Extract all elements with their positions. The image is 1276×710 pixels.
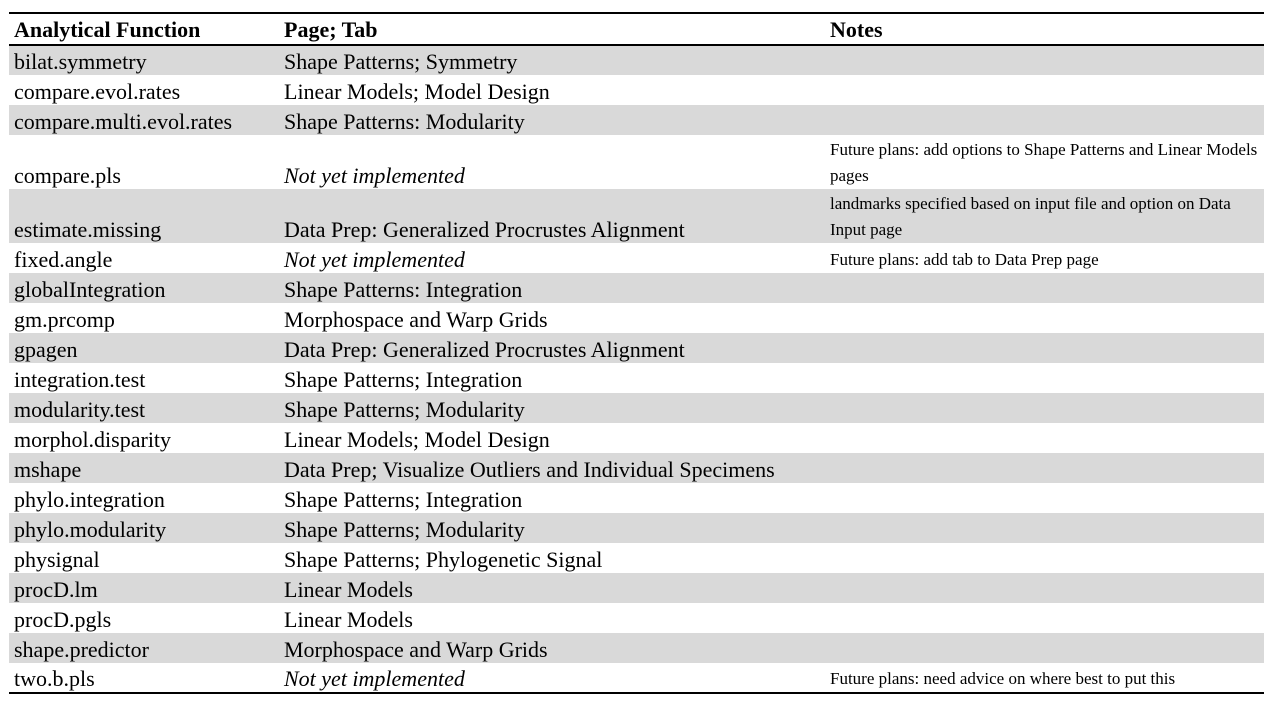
table-row [9,273,1264,303]
notes-cell [825,393,1264,423]
function-cell: estimate.missing [9,189,279,243]
header-analytical-function: Analytical Function [9,13,279,45]
function-table [9,12,1264,694]
notes-cell [825,45,1264,75]
page-tab-cell: Shape Patterns; Modularity [279,513,825,543]
table-row [9,393,1264,423]
function-cell: shape.predictor [9,633,279,663]
page-tab-cell: Data Prep: Generalized Procrustes Alignment [279,333,825,363]
notes-cell [825,483,1264,513]
header-row [9,13,1264,45]
notes-cell [825,453,1264,483]
table-row [9,105,1264,135]
page-tab-cell: Shape Patterns: Integration [279,273,825,303]
table-row [9,135,1264,189]
page-tab-cell: Not yet implemented [279,663,825,693]
notes-cell [825,363,1264,393]
notes-cell [825,423,1264,453]
page-tab-cell: Data Prep: Generalized Procrustes Alignment [279,189,825,243]
function-cell: procD.lm [9,573,279,603]
page-tab-cell: Linear Models; Model Design [284,79,550,104]
table-row [9,513,1264,543]
page-tab-cell: Shape Patterns: Modularity [279,105,825,135]
function-cell: fixed.angle [14,247,113,272]
page-tab-cell: Data Prep; Visualize Outliers and Individual Specimens [279,453,825,483]
page-tab-cell: Morphospace and Warp Grids [279,633,825,663]
header-page-tab: Page; Tab [279,13,825,45]
function-cell: globalIntegration [9,273,279,303]
function-cell: gpagen [9,333,279,363]
table-row [9,189,1264,243]
notes-cell [825,105,1264,135]
page-tab-cell: Morphospace and Warp Grids [284,307,548,332]
table-row [9,333,1264,363]
table-row [9,363,1264,393]
function-cell: integration.test [14,367,146,392]
page-tab-cell: Linear Models [279,573,825,603]
table-row [9,75,1264,105]
table-row [9,483,1264,513]
function-cell: procD.pgls [14,607,112,632]
notes-cell [825,543,1264,573]
page-tab-cell: Shape Patterns; Modularity [279,393,825,423]
notes-cell [825,603,1264,633]
table-row [9,243,1264,273]
page-tab-cell: Linear Models; Model Design [284,427,550,452]
table-row [9,453,1264,483]
table-row [9,45,1264,75]
page-tab-cell: Not yet implemented [284,163,465,188]
function-cell: phylo.modularity [9,513,279,543]
page-tab-cell: Shape Patterns; Integration [284,367,523,392]
table-row [9,423,1264,453]
page-tab-cell: Shape Patterns; Phylogenetic Signal [284,547,603,572]
notes-cell [825,513,1264,543]
page-tab-cell: Shape Patterns; Integration [284,487,523,512]
notes-cell: landmarks specified based on input file and option on Data Input page [825,189,1264,243]
function-cell: physignal [14,547,100,572]
page-tab-cell: Linear Models [284,607,413,632]
table-row [9,303,1264,333]
notes-cell: Future plans: add options to Shape Patterns and Linear Models pages [830,140,1258,185]
function-cell: compare.pls [14,163,121,188]
notes-cell [825,333,1264,363]
function-cell: gm.prcomp [14,307,115,332]
function-cell: compare.multi.evol.rates [9,105,279,135]
function-cell: bilat.symmetry [9,45,279,75]
notes-cell [825,303,1264,333]
function-cell: mshape [9,453,279,483]
notes-cell [825,75,1264,105]
notes-cell: Future plans: need advice on where best to put this [825,663,1264,693]
table-row [9,633,1264,663]
header-notes: Notes [825,13,1264,45]
page-tab-cell: Shape Patterns; Symmetry [279,45,825,75]
function-cell: compare.evol.rates [14,79,181,104]
page-tab-cell: Not yet implemented [284,247,465,272]
function-cell: phylo.integration [14,487,165,512]
table-row [9,663,1264,693]
notes-cell [825,633,1264,663]
function-cell: two.b.pls [9,663,279,693]
function-cell: morphol.disparity [14,427,172,452]
function-cell: modularity.test [9,393,279,423]
table-row [9,573,1264,603]
table-row [9,543,1264,573]
notes-cell [825,273,1264,303]
notes-cell [825,573,1264,603]
notes-cell: Future plans: add tab to Data Prep page [830,250,1099,269]
table-row [9,603,1264,633]
